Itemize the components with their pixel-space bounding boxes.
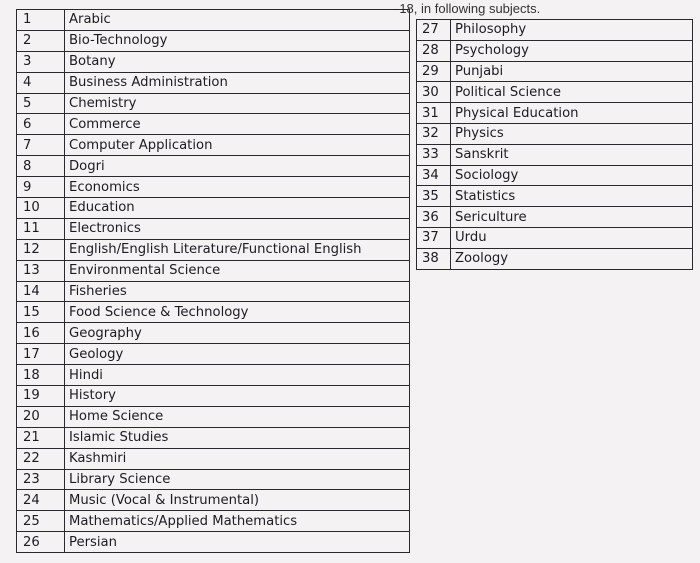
serial-number: 10 <box>17 198 65 219</box>
subject-name: English/English Literature/Functional English <box>65 239 410 260</box>
subject-name: Arabic <box>65 10 410 31</box>
subjects-table-right <box>416 19 693 270</box>
table-row <box>417 227 693 248</box>
serial-number: 16 <box>17 323 65 344</box>
serial-number: 37 <box>417 227 451 248</box>
subject-name: Geology <box>65 344 410 365</box>
subject-name: Education <box>65 198 410 219</box>
table-row <box>17 30 410 51</box>
subject-name: Urdu <box>451 227 693 248</box>
table-row <box>417 123 693 144</box>
serial-number: 35 <box>417 186 451 207</box>
subject-name: Business Administration <box>65 72 410 93</box>
table-row <box>17 427 410 448</box>
table-row <box>17 10 410 31</box>
serial-number: 27 <box>417 20 451 41</box>
table-row <box>417 103 693 124</box>
subject-name: Kashmiri <box>65 448 410 469</box>
serial-number: 3 <box>17 51 65 72</box>
table-row <box>17 93 410 114</box>
subject-name: Dogri <box>65 156 410 177</box>
subject-name: Sanskrit <box>451 144 693 165</box>
subject-name: Economics <box>65 177 410 198</box>
subject-name: Library Science <box>65 469 410 490</box>
subject-name: Physics <box>451 123 693 144</box>
table-row <box>417 82 693 103</box>
serial-number: 28 <box>417 40 451 61</box>
serial-number: 23 <box>17 469 65 490</box>
table-row <box>17 218 410 239</box>
subject-name: Persian <box>65 532 410 553</box>
serial-number: 8 <box>17 156 65 177</box>
serial-number: 17 <box>17 344 65 365</box>
serial-number: 38 <box>417 248 451 269</box>
table-row <box>17 344 410 365</box>
header-text: -18, in following subjects. <box>395 1 541 16</box>
serial-number: 1 <box>17 10 65 31</box>
table-row <box>17 260 410 281</box>
table-row <box>17 532 410 553</box>
serial-number: 30 <box>417 82 451 103</box>
subject-name: Bio-Technology <box>65 30 410 51</box>
subject-name: Chemistry <box>65 93 410 114</box>
serial-number: 21 <box>17 427 65 448</box>
serial-number: 19 <box>17 386 65 407</box>
subject-name: Physical Education <box>451 103 693 124</box>
table-row <box>17 177 410 198</box>
serial-number: 2 <box>17 30 65 51</box>
subject-name: Electronics <box>65 218 410 239</box>
table-row <box>17 511 410 532</box>
table-row <box>17 323 410 344</box>
subject-name: Botany <box>65 51 410 72</box>
subject-name: Mathematics/Applied Mathematics <box>65 511 410 532</box>
table-row <box>17 156 410 177</box>
subject-name: Geography <box>65 323 410 344</box>
table-row <box>417 186 693 207</box>
table-row <box>417 144 693 165</box>
table-row <box>417 61 693 82</box>
table-row <box>17 239 410 260</box>
table-row <box>17 448 410 469</box>
table-row <box>417 248 693 269</box>
table-row <box>17 198 410 219</box>
serial-number: 14 <box>17 281 65 302</box>
serial-number: 7 <box>17 135 65 156</box>
subject-name: Islamic Studies <box>65 427 410 448</box>
serial-number: 34 <box>417 165 451 186</box>
table-row <box>17 469 410 490</box>
serial-number: 4 <box>17 72 65 93</box>
subject-name: Philosophy <box>451 20 693 41</box>
serial-number: 24 <box>17 490 65 511</box>
subject-name: Psychology <box>451 40 693 61</box>
serial-number: 29 <box>417 61 451 82</box>
table-row <box>17 302 410 323</box>
serial-number: 33 <box>417 144 451 165</box>
table-row <box>17 281 410 302</box>
subject-name: Commerce <box>65 114 410 135</box>
serial-number: 13 <box>17 260 65 281</box>
subject-name: Statistics <box>451 186 693 207</box>
serial-number: 36 <box>417 207 451 228</box>
subject-name: Zoology <box>451 248 693 269</box>
table-row <box>17 490 410 511</box>
subject-name: History <box>65 386 410 407</box>
serial-number: 25 <box>17 511 65 532</box>
table-row <box>417 165 693 186</box>
table-row <box>17 406 410 427</box>
table-row <box>17 135 410 156</box>
subject-name: Hindi <box>65 365 410 386</box>
subject-name: Political Science <box>451 82 693 103</box>
serial-number: 31 <box>417 103 451 124</box>
table-row <box>17 386 410 407</box>
table-row <box>17 72 410 93</box>
subject-name: Sociology <box>451 165 693 186</box>
serial-number: 32 <box>417 123 451 144</box>
subjects-table-left <box>16 9 410 553</box>
subject-name: Punjabi <box>451 61 693 82</box>
subject-name: Home Science <box>65 406 410 427</box>
subject-name: Fisheries <box>65 281 410 302</box>
table-row <box>17 365 410 386</box>
serial-number: 11 <box>17 218 65 239</box>
table-row <box>417 20 693 41</box>
serial-number: 12 <box>17 239 65 260</box>
serial-number: 22 <box>17 448 65 469</box>
serial-number: 6 <box>17 114 65 135</box>
serial-number: 15 <box>17 302 65 323</box>
subject-name: Environmental Science <box>65 260 410 281</box>
table-row <box>17 51 410 72</box>
subject-name: Music (Vocal & Instrumental) <box>65 490 410 511</box>
serial-number: 9 <box>17 177 65 198</box>
subject-name: Computer Application <box>65 135 410 156</box>
serial-number: 20 <box>17 406 65 427</box>
table-row <box>417 40 693 61</box>
subject-name: Sericulture <box>451 207 693 228</box>
serial-number: 5 <box>17 93 65 114</box>
serial-number: 26 <box>17 532 65 553</box>
serial-number: 18 <box>17 365 65 386</box>
table-row <box>17 114 410 135</box>
table-row <box>417 207 693 228</box>
subject-name: Food Science & Technology <box>65 302 410 323</box>
